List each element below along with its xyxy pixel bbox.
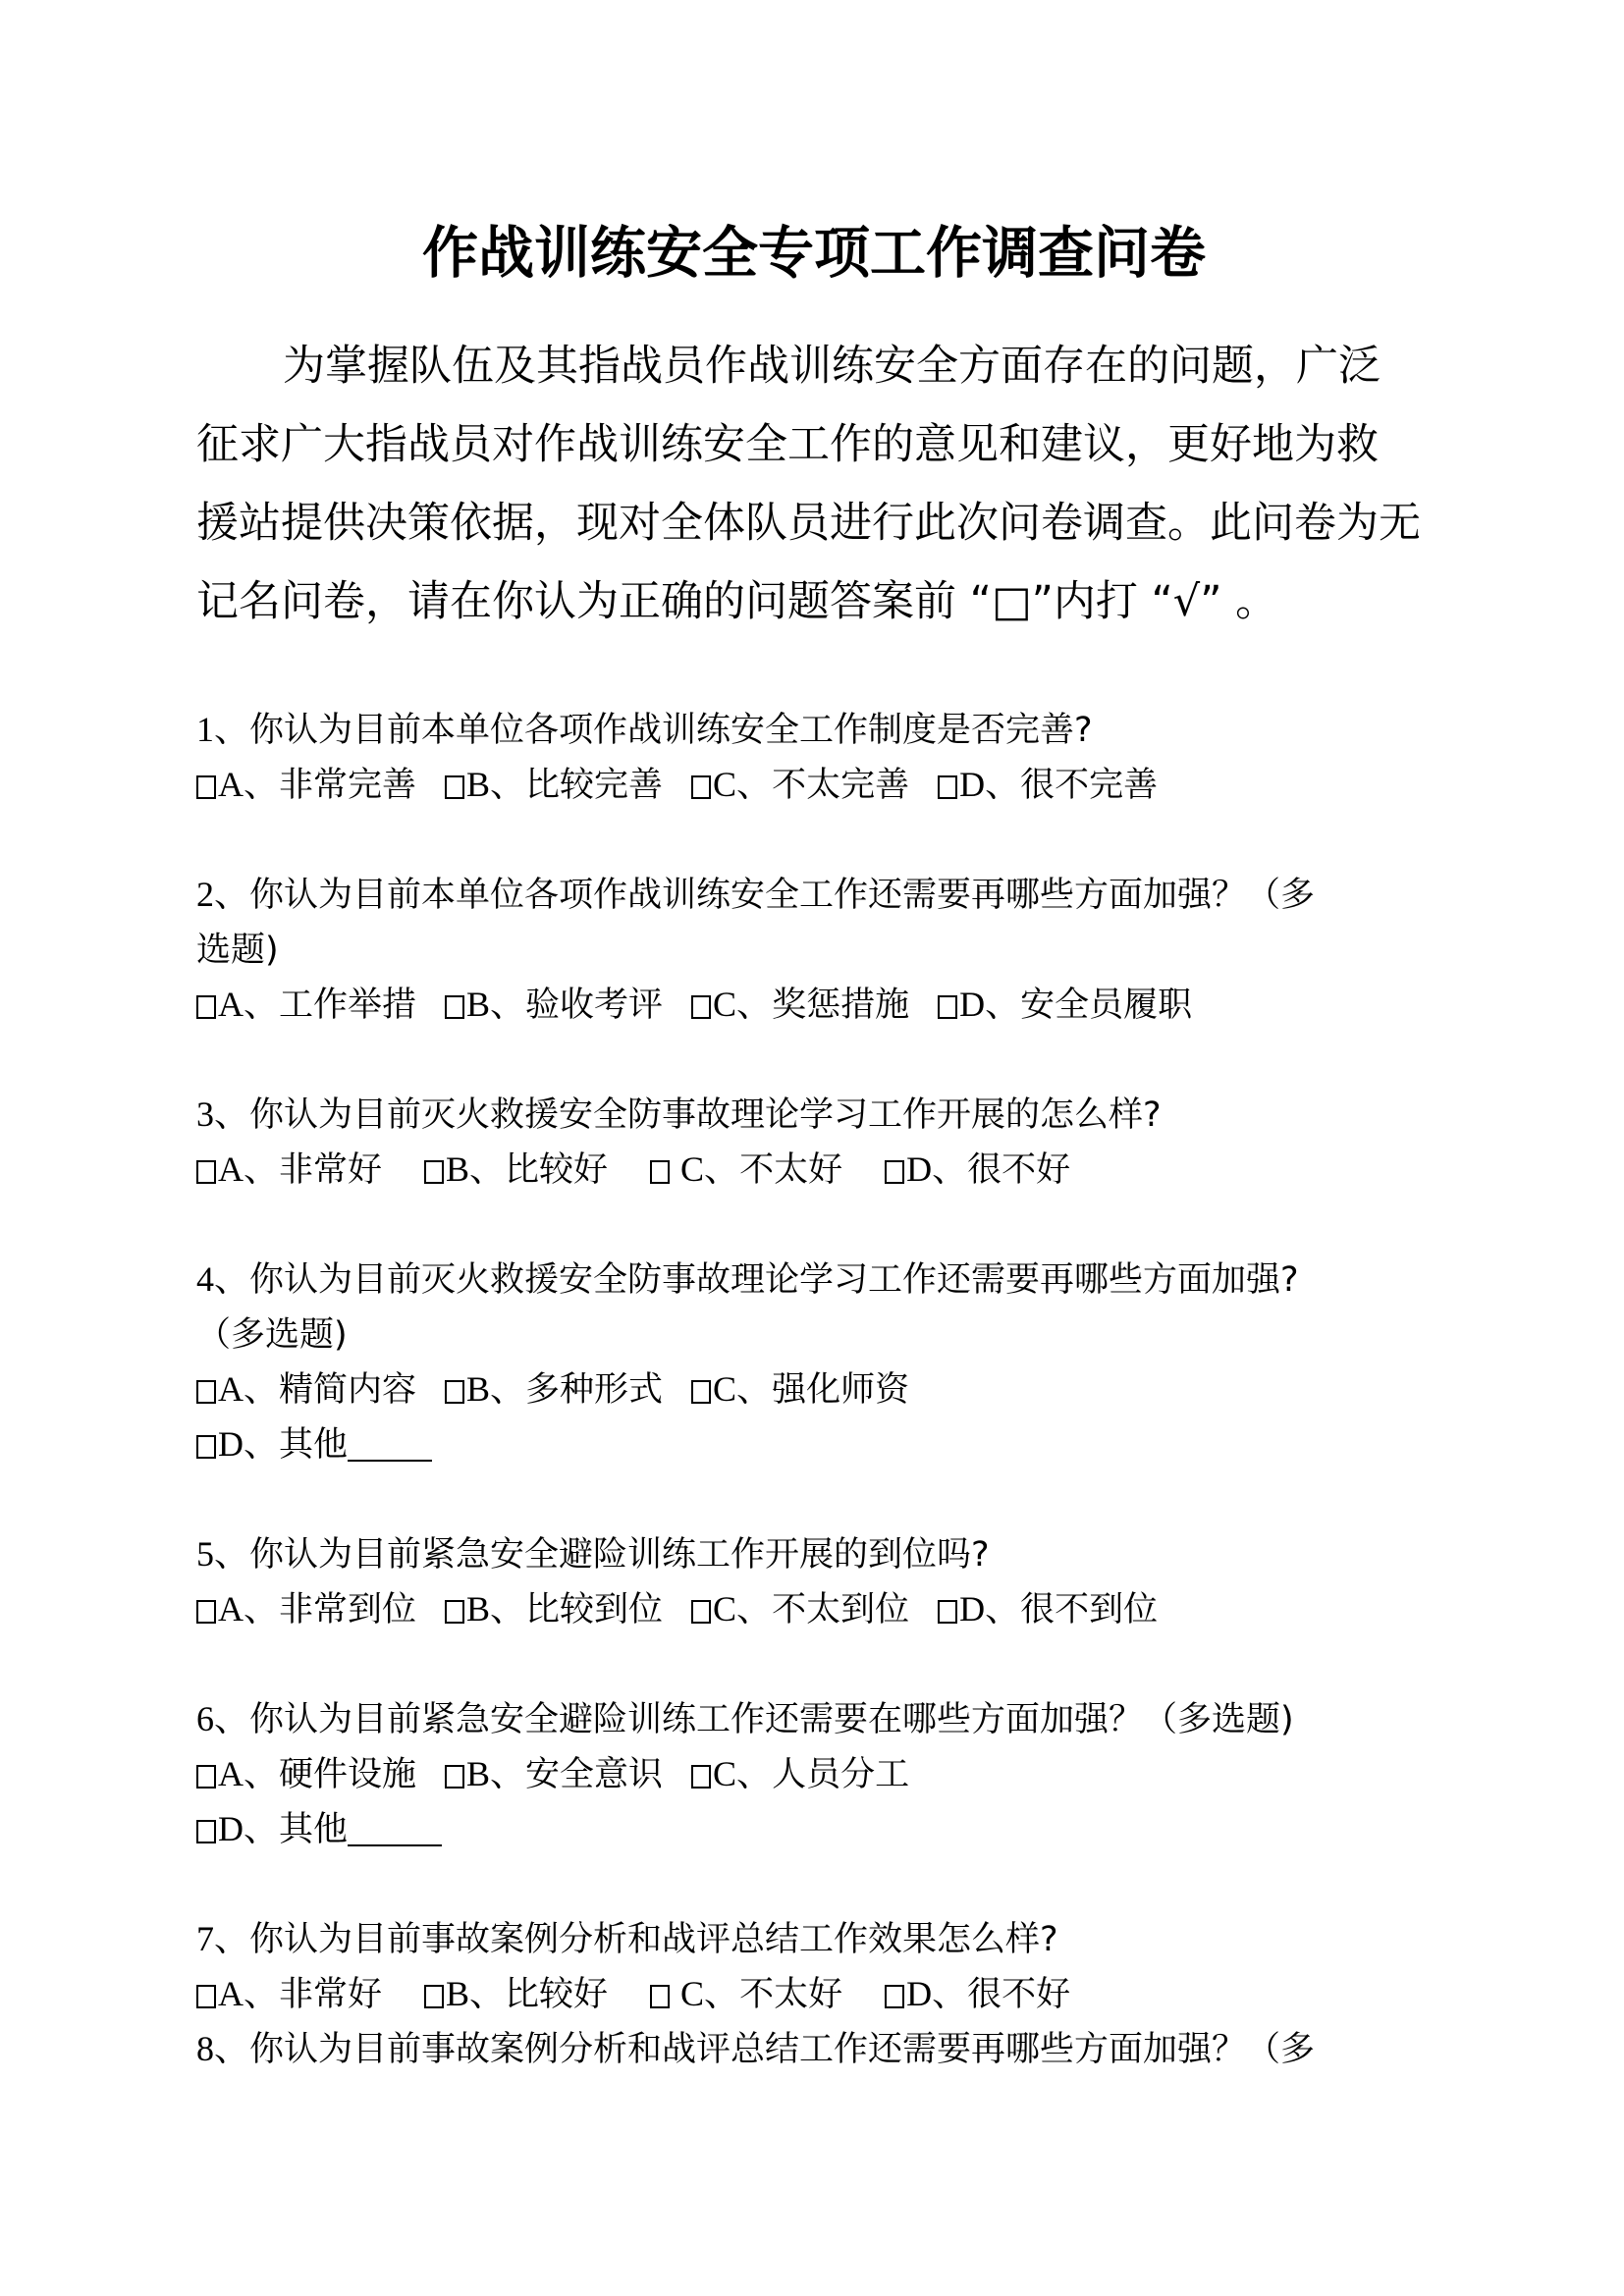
checkbox-icon[interactable] (196, 775, 216, 799)
checkbox-icon[interactable] (424, 1160, 444, 1184)
option-d[interactable]: D、其他 (196, 1416, 432, 1472)
question-text: 2、你认为目前本单位各项作战训练安全工作还需要再哪些方面加强？（多 (196, 875, 1316, 915)
option-b[interactable]: B、比较完善 (445, 757, 663, 813)
intro-line: 征求广大指战员对作战训练安全工作的意见和建议，更好地为救 (196, 420, 1379, 469)
checkbox-icon[interactable] (650, 1985, 670, 2008)
option-a[interactable]: A、非常到位 (196, 1581, 416, 1637)
question-text: 1、你认为目前本单位各项作战训练安全工作制度是否完善? (196, 710, 1093, 750)
checkbox-icon[interactable] (196, 1435, 216, 1459)
checkbox-icon[interactable] (445, 1765, 464, 1789)
option-row (196, 1142, 1432, 1197)
intro-line: 为掌握队伍及其指战员作战训练安全方面存在的问题，广泛 (283, 342, 1380, 391)
checkbox-icon[interactable] (691, 775, 711, 799)
question-6 (196, 1691, 1432, 1856)
intro-line: 记名问卷，请在你认为正确的问题答案前 “□”内打 “√” 。 (196, 577, 1278, 626)
checkbox-icon[interactable] (938, 775, 957, 799)
option-d[interactable]: D、其他 (196, 1801, 442, 1857)
checkbox-icon[interactable] (196, 1765, 216, 1789)
option-a[interactable]: A、非常好 (196, 1142, 382, 1198)
checkbox-icon[interactable] (196, 995, 216, 1019)
page-title: 作战训练安全专项工作调查问卷 (422, 221, 1206, 286)
option-d[interactable]: D、很不完善 (938, 757, 1158, 813)
option-c[interactable]: C、强化师资 (691, 1362, 909, 1417)
question-5 (196, 1526, 1432, 1636)
question-list (196, 702, 1432, 2076)
checkbox-icon[interactable] (424, 1985, 444, 2008)
checkbox-icon[interactable] (196, 1160, 216, 1184)
question-text: 3、你认为目前灭火救援安全防事故理论学习工作开展的怎么样? (196, 1095, 1162, 1135)
option-c[interactable]: C、不太好 (650, 1966, 842, 2022)
checkbox-icon[interactable] (938, 1600, 957, 1624)
option-c[interactable]: C、不太完善 (691, 757, 909, 813)
checkbox-icon[interactable] (691, 1380, 711, 1404)
checkbox-icon[interactable] (196, 1820, 216, 1843)
question-text: 5、你认为目前紧急安全避险训练工作开展的到位吗? (196, 1534, 990, 1575)
checkbox-icon[interactable] (196, 1985, 216, 2008)
checkbox-icon[interactable] (196, 1380, 216, 1404)
question-text-continued: （多选题) (196, 1315, 348, 1355)
option-row (196, 977, 1432, 1032)
question-text: 7、你认为目前事故案例分析和战评总结工作效果怎么样? (196, 1919, 1058, 1959)
checkbox-icon[interactable] (885, 1985, 904, 2008)
option-c[interactable]: C、不太好 (650, 1142, 842, 1198)
option-d[interactable]: D、很不到位 (938, 1581, 1158, 1637)
intro-paragraph (196, 327, 1432, 641)
question-3 (196, 1087, 1432, 1197)
option-a[interactable]: A、工作举措 (196, 977, 416, 1033)
checkbox-icon[interactable] (691, 1765, 711, 1789)
option-row (196, 1966, 1432, 2021)
checkbox-icon[interactable] (445, 1380, 464, 1404)
checkbox-icon[interactable] (445, 1600, 464, 1624)
option-b[interactable]: B、多种形式 (445, 1362, 663, 1417)
option-d[interactable]: D、很不好 (885, 1966, 1070, 2022)
question-text: 6、你认为目前紧急安全避险训练工作还需要在哪些方面加强？（多选题) (196, 1699, 1294, 1739)
option-row (196, 1362, 1432, 1416)
checkbox-icon[interactable] (445, 995, 464, 1019)
question-text: 4、你认为目前灭火救援安全防事故理论学习工作还需要再哪些方面加强? (196, 1259, 1299, 1300)
option-row (196, 1416, 1432, 1471)
question-text: 8、你认为目前事故案例分析和战评总结工作还需要再哪些方面加强？（多 (196, 2029, 1316, 2069)
option-row (196, 757, 1432, 812)
option-c[interactable]: C、奖惩措施 (691, 977, 909, 1033)
checkbox-icon[interactable] (691, 1600, 711, 1624)
option-c[interactable]: C、不太到位 (691, 1581, 909, 1637)
other-blank-field[interactable] (348, 1815, 442, 1846)
option-c[interactable]: C、人员分工 (691, 1746, 909, 1802)
option-b[interactable]: B、比较好 (424, 1966, 608, 2022)
option-d[interactable]: D、很不好 (885, 1142, 1070, 1198)
question-8 (196, 2021, 1432, 2076)
option-row (196, 1581, 1432, 1636)
question-7 (196, 1911, 1432, 2021)
question-2 (196, 867, 1432, 1032)
option-b[interactable]: B、比较到位 (445, 1581, 663, 1637)
checkbox-icon[interactable] (938, 995, 957, 1019)
checkbox-icon[interactable] (650, 1160, 670, 1184)
checkbox-icon[interactable] (196, 1600, 216, 1624)
option-b[interactable]: B、比较好 (424, 1142, 608, 1198)
option-b[interactable]: B、验收考评 (445, 977, 663, 1033)
question-1 (196, 702, 1432, 812)
option-a[interactable]: A、非常完善 (196, 757, 416, 813)
option-row (196, 1801, 1432, 1856)
option-a[interactable]: A、精简内容 (196, 1362, 416, 1417)
other-blank-field[interactable] (348, 1430, 432, 1462)
option-a[interactable]: A、硬件设施 (196, 1746, 416, 1802)
checkbox-icon[interactable] (885, 1160, 904, 1184)
option-b[interactable]: B、安全意识 (445, 1746, 663, 1802)
question-4 (196, 1252, 1432, 1471)
option-row (196, 1746, 1432, 1801)
option-a[interactable]: A、非常好 (196, 1966, 382, 2022)
checkbox-icon[interactable] (445, 775, 464, 799)
checkbox-icon[interactable] (691, 995, 711, 1019)
intro-line: 援站提供决策依据，现对全体队员进行此次问卷调查。此问卷为无 (196, 499, 1421, 548)
option-d[interactable]: D、安全员履职 (938, 977, 1192, 1033)
question-text-continued: 选题) (196, 931, 279, 970)
